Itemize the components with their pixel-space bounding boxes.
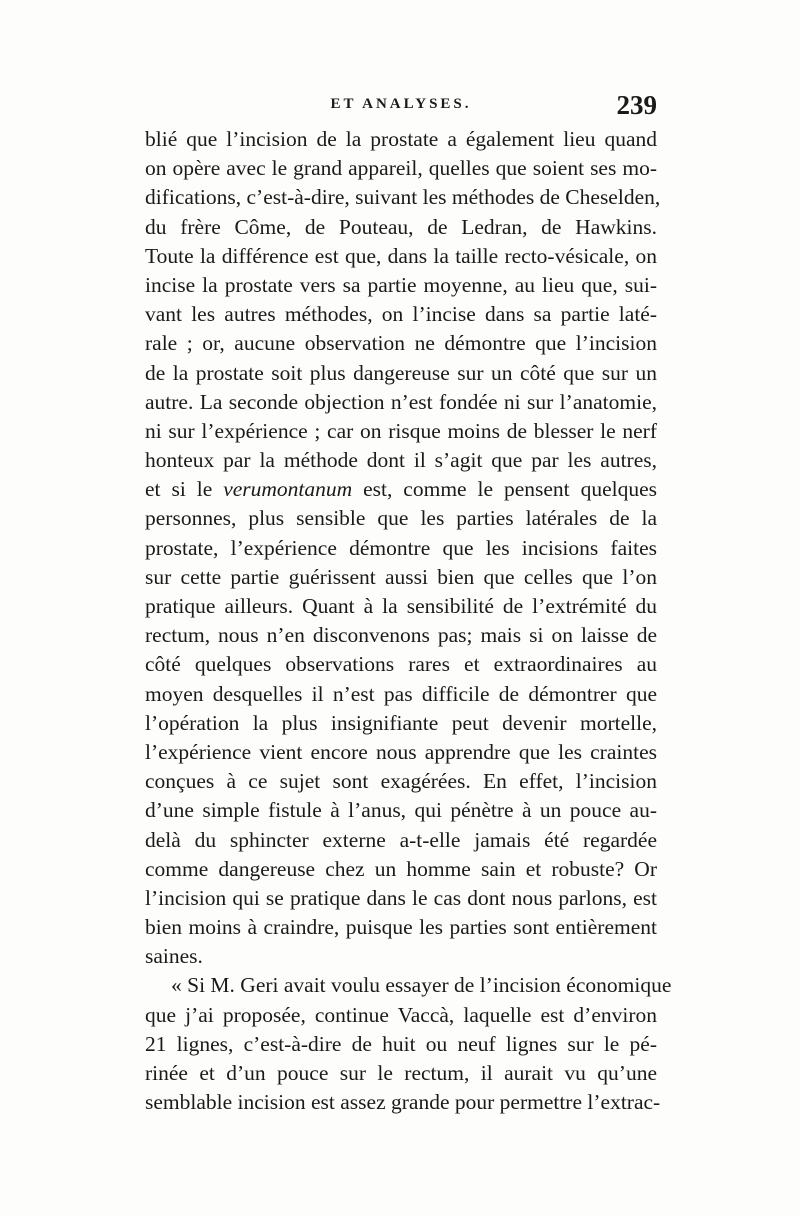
italic-term: verumontanum: [223, 477, 353, 502]
text-line: l’opération la plus insignifiante peut devenir mortelle,: [145, 710, 657, 735]
text-line: sur cette partie guérissent aussi bien que celles que l’on: [145, 564, 657, 589]
text-line: l’incision qui se pratique dans le cas dont nous parlons, est: [145, 885, 657, 910]
text-line: conçues à ce sujet sont exagérées. En effet, l’incision: [145, 769, 657, 794]
text-line: difications, c’est-à-dire, suivant les méthodes de Cheselden,: [145, 185, 661, 210]
text-line: autre. La seconde objection n’est fondée ni sur l’anatomie,: [145, 389, 657, 414]
text-line: côté quelques observations rares et extraordinaires au: [145, 652, 657, 677]
paragraph-start-line: « Si M. Geri avait voulu essayer de l’incision économique: [171, 973, 672, 998]
running-title: ET ANALYSES.: [330, 96, 472, 112]
text-line: vant les autres méthodes, on l’incise dans sa partie laté-: [145, 302, 657, 327]
text-line: comme dangereuse chez un homme sain et robuste? Or: [145, 856, 657, 881]
text-segment: est, comme le pensent quelques: [352, 477, 657, 502]
text-line: moyen desquelles il n’est pas difficile de démontrer que: [145, 681, 657, 706]
text-line: personnes, plus sensible que les parties latérales de la: [145, 506, 657, 531]
text-line: 21 lignes, c’est-à-dire de huit ou neuf lignes sur le pé-: [145, 1031, 657, 1056]
text-line: honteux par la méthode dont il s’agit que par les autres,: [145, 448, 657, 473]
text-line: ni sur l’expérience ; car on risque moins de blesser le nerf: [145, 418, 657, 443]
text-segment: et si le: [145, 477, 224, 502]
text-line: incise la prostate vers sa partie moyenne, au lieu que, sui-: [145, 272, 657, 297]
text-line-with-italic: [145, 475, 657, 504]
text-line: on opère avec le grand appareil, quelles que soient ses mo-: [145, 156, 657, 181]
paragraph-end-line: saines.: [145, 944, 203, 969]
text-line: de la prostate soit plus dangereuse sur un côté que sur un: [145, 360, 657, 385]
text-line: l’expérience vient encore nous apprendre que les craintes: [145, 739, 657, 764]
text-line: Toute la différence est que, dans la taille recto-vésicale, on: [145, 243, 657, 268]
text-line: que j’ai proposée, continue Vaccà, laquelle est d’environ: [145, 1002, 657, 1027]
text-line: pratique ailleurs. Quant à la sensibilité de l’extrémité du: [145, 594, 657, 618]
text-line: bien moins à craindre, puisque les parties sont entièrement: [145, 915, 657, 940]
text-line: d’une simple fistule à l’anus, qui pénètre à un pouce au-: [145, 798, 657, 823]
text-line: rectum, nous n’en disconvenons pas; mais si on laisse de: [145, 623, 657, 648]
running-head: [145, 90, 657, 126]
text-line: prostate, l’expérience démontre que les incisions faites: [145, 535, 657, 560]
page-number: 239: [616, 90, 657, 120]
body-text: [145, 125, 672, 1117]
text-line: rale ; or, aucune observation ne démontre que l’incision: [145, 331, 657, 356]
text-line: blié que l’incision de la prostate a également lieu quand: [145, 127, 657, 151]
text-line: du frère Côme, de Pouteau, de Ledran, de Hawkins.: [145, 214, 657, 239]
text-line: delà du sphincter externe a-t-elle jamais été regardée: [145, 827, 657, 852]
text-line: semblable incision est assez grande pour permettre l’extrac-: [145, 1090, 661, 1115]
text-line: rinée et d’un pouce sur le rectum, il aurait vu qu’une: [145, 1061, 657, 1085]
